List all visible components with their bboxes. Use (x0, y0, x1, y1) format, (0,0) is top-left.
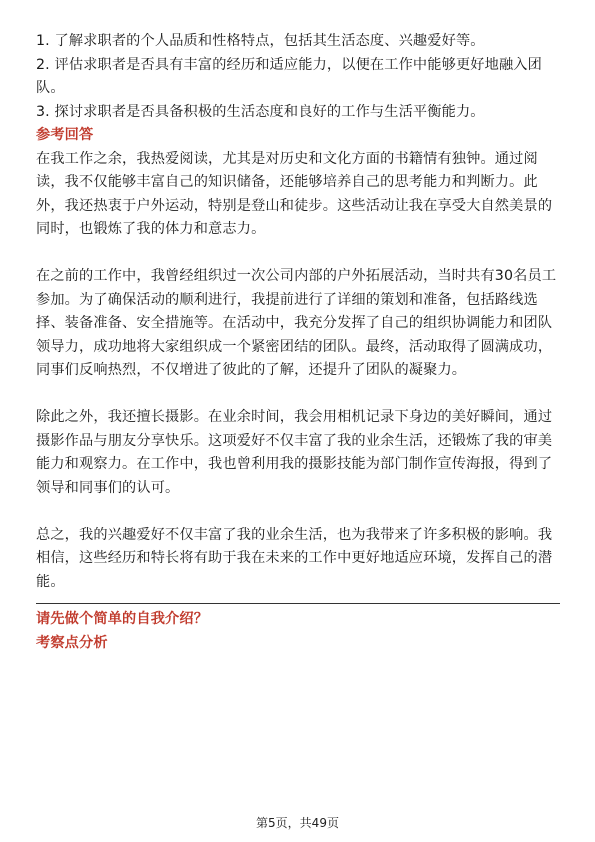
paragraph-line: 同时，也锻炼了我的体力和意志力。 (36, 221, 266, 237)
intro-point-2-cont: 队。 (36, 80, 65, 96)
next-question-title: 请先做个简单的自我介绍？ (36, 611, 209, 627)
paragraph-line: 能。 (36, 573, 65, 590)
paragraph-line: 参加。为了确保活动的顺利进行，我提前进行了详细的策划和准备，包括路线选 (36, 291, 538, 308)
paragraph-line: 外，我还热衷于户外运动，特别是登山和徒步。这些活动让我在享受大自然美景的 (36, 197, 553, 214)
answer-paragraph-3 (36, 406, 560, 500)
intro-point-2: 2. 评估求职者是否具有丰富的经历和适应能力，以便在工作中能够更好地融入团 (36, 56, 542, 73)
section-divider (36, 603, 560, 604)
intro-points (36, 30, 560, 124)
paragraph-line: 领导力，成功地将大家组织成一个紧密团结的团队。最终，活动取得了圆满成功， (36, 338, 553, 355)
paragraph-line: 在我工作之余，我热爱阅读，尤其是对历史和文化方面的书籍情有独钟。通过阅 (36, 150, 538, 167)
paragraph-line: 总之，我的兴趣爱好不仅丰富了我的业余生活，也为我带来了许多积极的影响。我 (36, 526, 553, 543)
paragraph-line: 能力和观察力。在工作中，我也曾利用我的摄影技能为部门制作宣传海报，得到了 (36, 456, 553, 472)
paragraph-line: 领导和同事们的认可。 (36, 479, 180, 496)
paragraph-line: 读，我不仅能够丰富自己的知识储备，还能够培养自己的思考能力和判断力。此 (36, 174, 538, 190)
answer-paragraph-2 (36, 265, 560, 383)
answer-paragraph-4 (36, 524, 560, 595)
analysis-heading: 考察点分析 (36, 634, 108, 651)
paragraph-line: 同事们反响热烈，不仅增进了彼此的了解，还提升了团队的凝聚力。 (36, 362, 467, 378)
paragraph-line: 择、装备准备、安全措施等。在活动中，我充分发挥了自己的组织协调能力和团队 (36, 315, 553, 331)
answer-paragraph-1 (36, 148, 560, 242)
paragraph-line: 除此之外，我还擅长摄影。在业余时间，我会用相机记录下身边的美好瞬间，通过 (36, 409, 553, 425)
answer-heading: 参考回答 (36, 127, 94, 143)
page-number-footer: 第5页，共49页 (256, 816, 339, 830)
paragraph-line: 在之前的工作中，我曾经组织过一次公司内部的户外拓展活动，当时共有30名员工 (36, 268, 557, 284)
intro-point-3: 3. 探讨求职者是否具备积极的生活态度和良好的工作与生活平衡能力。 (36, 103, 485, 120)
paragraph-line: 摄影作品与朋友分享快乐。这项爱好不仅丰富了我的业余生活，还锻炼了我的审美 (36, 432, 553, 449)
intro-point-1: 1. 了解求职者的个人品质和性格特点，包括其生活态度、兴趣爱好等。 (36, 33, 485, 49)
paragraph-line: 相信，这些经历和特长将有助于我在未来的工作中更好地适应环境，发挥自己的潜 (36, 550, 553, 566)
document-page (36, 30, 560, 655)
